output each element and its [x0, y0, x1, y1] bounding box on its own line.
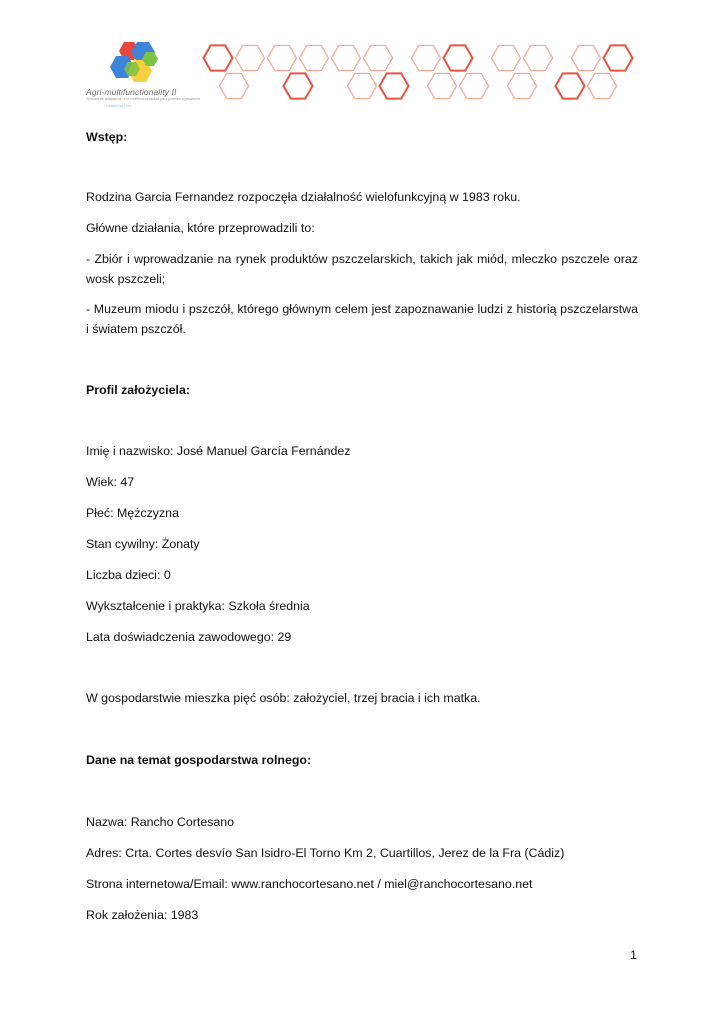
- household-info: W gospodarstwie mieszka pięć osób: założyciel, trzej bracia i ich matka.: [86, 691, 481, 705]
- intro-heading: Wstęp:: [86, 130, 128, 144]
- hexagon-logo-icon: [104, 40, 174, 86]
- founder-children: Liczba dzieci: 0: [86, 568, 171, 582]
- founder-name: Imię i nazwisko: José Manuel García Fernández: [86, 444, 351, 458]
- intro-paragraph-2: Główne działania, które przeprowadzili to:: [86, 221, 315, 235]
- founder-sex: Płeć: Mężczyzna: [86, 506, 179, 520]
- farm-website-email: Strona internetowa/Email: www.ranchocortesano.net / miel@ranchocortesano.net: [86, 877, 533, 891]
- farm-address: Adres: Crta. Cortes desvío San Isidro-El Torno Km 2, Cuartillos, Jerez de la Fra (Cádiz): [86, 846, 565, 860]
- intro-paragraph-4: - Muzeum miodu i pszczół, którego głównym celem jest zapoznawanie ludzi z historią pszczelarstwa i światem pszczół.: [86, 302, 638, 336]
- logo-title: Agri-multifunctionality II: [86, 87, 177, 97]
- farm-name: Nazwa: Rancho Cortesano: [86, 815, 235, 829]
- founder-heading: Profil założyciela:: [86, 383, 190, 397]
- farm-founded-year: Rok założenia: 1983: [86, 908, 199, 922]
- agri-multifunctionality-logo: [80, 38, 200, 118]
- founder-education: Wykształcenie i praktyka: Szkoła średnia: [86, 599, 310, 613]
- page-header: [80, 38, 645, 120]
- intro-paragraph-1: Rodzina Garcia Fernandez rozpoczęła działalność wielofunkcyjną w 1983 roku.: [86, 190, 521, 204]
- founder-experience: Lata doświadczenia zawodowego: 29: [86, 630, 292, 644]
- founder-marital-status: Stan cywilny: Żonaty: [86, 537, 200, 551]
- intro-paragraph-3: - Zbiór i wprowadzanie na rynek produktów pszczelarskich, takich jak miód, mleczko pszczele oraz wosk pszczeli;: [86, 252, 638, 286]
- hexagon-decoration-icon: [200, 38, 645, 120]
- farm-heading: Dane na temat gospodarstwa rolnego:: [86, 753, 312, 767]
- logo-tagline: Leonardo da Vinci: [104, 104, 132, 108]
- founder-age: Wiek: 47: [86, 475, 135, 489]
- page-number: 1: [630, 948, 637, 962]
- logo-subtitle: Sistema de adaptación a la multifuncionalidad para jóvenes agricultores: [86, 97, 201, 101]
